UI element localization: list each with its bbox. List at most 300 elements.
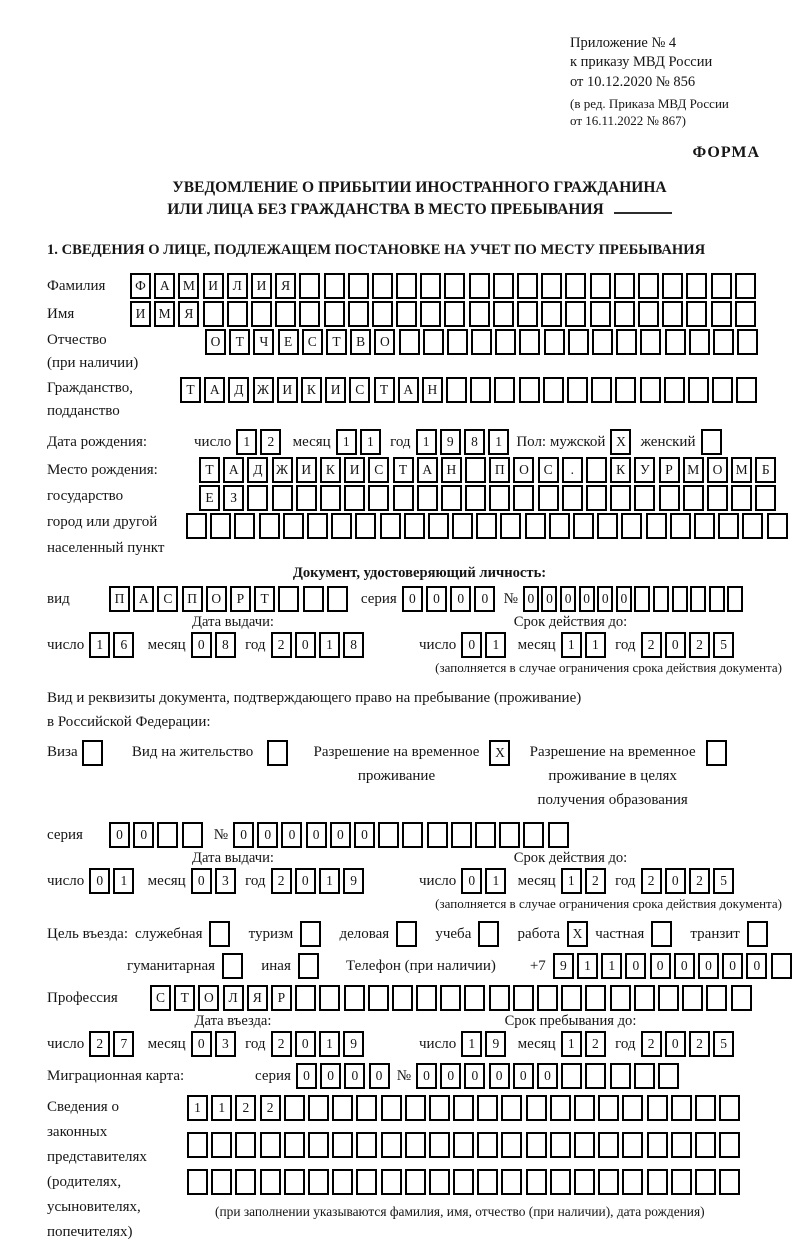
char-cell[interactable]: 2 <box>271 632 292 658</box>
char-cell[interactable]: 0 <box>89 868 110 894</box>
char-cell[interactable] <box>499 822 520 848</box>
char-cell[interactable] <box>299 273 320 299</box>
char-cell[interactable]: 2 <box>641 1031 662 1057</box>
char-cell[interactable]: 0 <box>354 822 375 848</box>
char-cell[interactable]: Н <box>441 457 462 483</box>
char-cell[interactable]: 1 <box>211 1095 232 1121</box>
char-cell[interactable] <box>550 1095 571 1121</box>
char-cell[interactable] <box>470 377 491 403</box>
char-cell[interactable]: 0 <box>281 822 302 848</box>
char-cell[interactable] <box>742 513 763 539</box>
char-cell[interactable]: 0 <box>461 868 482 894</box>
char-cell[interactable] <box>634 586 650 612</box>
char-cell[interactable] <box>296 485 317 511</box>
char-cell[interactable] <box>543 377 564 403</box>
char-cell[interactable] <box>393 485 414 511</box>
char-cell[interactable]: 0 <box>537 1063 558 1089</box>
char-cell[interactable]: 9 <box>440 429 461 455</box>
char-cell[interactable]: А <box>154 273 175 299</box>
char-cell[interactable]: 0 <box>722 953 743 979</box>
char-cell[interactable] <box>501 1132 522 1158</box>
char-cell[interactable]: 0 <box>597 586 613 612</box>
char-cell[interactable] <box>453 1132 474 1158</box>
char-cell[interactable] <box>672 586 688 612</box>
char-cell[interactable]: 0 <box>191 1031 212 1057</box>
char-cell[interactable]: 1 <box>113 868 134 894</box>
char-cell[interactable] <box>452 513 473 539</box>
char-cell[interactable]: И <box>344 457 365 483</box>
char-cell[interactable] <box>451 822 472 848</box>
char-cell[interactable]: 0 <box>450 586 471 612</box>
char-cell[interactable]: 1 <box>485 632 506 658</box>
char-cell[interactable] <box>275 301 296 327</box>
char-cell[interactable]: 1 <box>187 1095 208 1121</box>
char-cell[interactable] <box>658 1063 679 1089</box>
char-cell[interactable] <box>324 273 345 299</box>
char-cell[interactable] <box>615 377 636 403</box>
char-cell[interactable] <box>719 1132 740 1158</box>
char-cell[interactable] <box>222 953 243 979</box>
char-cell[interactable] <box>211 1132 232 1158</box>
char-cell[interactable]: П <box>489 457 510 483</box>
char-cell[interactable]: 2 <box>689 868 710 894</box>
char-cell[interactable] <box>182 822 203 848</box>
char-cell[interactable]: 8 <box>215 632 236 658</box>
char-cell[interactable] <box>646 513 667 539</box>
char-cell[interactable]: С <box>150 985 171 1011</box>
char-cell[interactable]: Я <box>247 985 268 1011</box>
char-cell[interactable] <box>501 1095 522 1121</box>
char-cell[interactable] <box>299 301 320 327</box>
char-cell[interactable]: 0 <box>320 1063 341 1089</box>
char-cell[interactable] <box>731 985 752 1011</box>
char-cell[interactable]: 0 <box>464 1063 485 1089</box>
char-cell[interactable] <box>568 329 589 355</box>
char-cell[interactable] <box>658 985 679 1011</box>
char-cell[interactable] <box>477 1169 498 1195</box>
char-cell[interactable]: И <box>130 301 151 327</box>
char-cell[interactable] <box>562 485 583 511</box>
char-cell[interactable] <box>477 1095 498 1121</box>
char-cell[interactable]: С <box>538 457 559 483</box>
char-cell[interactable] <box>324 301 345 327</box>
char-cell[interactable] <box>380 513 401 539</box>
char-cell[interactable] <box>574 1132 595 1158</box>
char-cell[interactable] <box>737 329 758 355</box>
char-cell[interactable] <box>356 1132 377 1158</box>
char-cell[interactable]: 0 <box>295 868 316 894</box>
char-cell[interactable]: 0 <box>616 586 632 612</box>
char-cell[interactable]: 0 <box>191 868 212 894</box>
char-cell[interactable] <box>671 1169 692 1195</box>
char-cell[interactable] <box>592 329 613 355</box>
char-cell[interactable]: 0 <box>523 586 539 612</box>
char-cell[interactable]: П <box>109 586 130 612</box>
char-cell[interactable] <box>429 1095 450 1121</box>
char-cell[interactable] <box>634 985 655 1011</box>
char-cell[interactable] <box>283 513 304 539</box>
char-cell[interactable]: 1 <box>416 429 437 455</box>
char-cell[interactable] <box>344 485 365 511</box>
char-cell[interactable] <box>284 1095 305 1121</box>
char-cell[interactable]: М <box>154 301 175 327</box>
char-cell[interactable] <box>634 485 655 511</box>
char-cell[interactable] <box>267 740 288 766</box>
char-cell[interactable] <box>427 822 448 848</box>
char-cell[interactable] <box>550 1169 571 1195</box>
char-cell[interactable] <box>590 273 611 299</box>
char-cell[interactable] <box>392 985 413 1011</box>
char-cell[interactable] <box>735 301 756 327</box>
char-cell[interactable] <box>640 377 661 403</box>
char-cell[interactable]: 2 <box>689 632 710 658</box>
char-cell[interactable] <box>707 485 728 511</box>
char-cell[interactable]: С <box>157 586 178 612</box>
char-cell[interactable]: 6 <box>113 632 134 658</box>
char-cell[interactable]: 1 <box>236 429 257 455</box>
char-cell[interactable]: И <box>325 377 346 403</box>
char-cell[interactable] <box>712 377 733 403</box>
char-cell[interactable]: 0 <box>665 1031 686 1057</box>
char-cell[interactable]: 0 <box>665 632 686 658</box>
char-cell[interactable] <box>653 586 669 612</box>
char-cell[interactable]: З <box>223 485 244 511</box>
char-cell[interactable] <box>767 513 788 539</box>
char-cell[interactable] <box>690 586 706 612</box>
char-cell[interactable]: Т <box>254 586 275 612</box>
char-cell[interactable]: П <box>182 586 203 612</box>
char-cell[interactable] <box>616 329 637 355</box>
char-cell[interactable]: 2 <box>235 1095 256 1121</box>
char-cell[interactable]: Т <box>180 377 201 403</box>
char-cell[interactable] <box>368 985 389 1011</box>
char-cell[interactable]: Т <box>393 457 414 483</box>
char-cell[interactable]: 1 <box>319 632 340 658</box>
char-cell[interactable]: Т <box>174 985 195 1011</box>
char-cell[interactable] <box>157 822 178 848</box>
char-cell[interactable] <box>701 429 722 455</box>
char-cell[interactable] <box>209 921 230 947</box>
char-cell[interactable] <box>747 921 768 947</box>
char-cell[interactable] <box>638 273 659 299</box>
char-cell[interactable]: Р <box>230 586 251 612</box>
char-cell[interactable]: 0 <box>674 953 695 979</box>
char-cell[interactable]: 9 <box>343 1031 364 1057</box>
char-cell[interactable] <box>614 301 635 327</box>
char-cell[interactable] <box>471 329 492 355</box>
char-cell[interactable] <box>356 1095 377 1121</box>
char-cell[interactable] <box>235 1169 256 1195</box>
char-cell[interactable] <box>537 985 558 1011</box>
char-cell[interactable] <box>405 1132 426 1158</box>
char-cell[interactable] <box>634 1063 655 1089</box>
char-cell[interactable]: И <box>277 377 298 403</box>
char-cell[interactable]: 0 <box>257 822 278 848</box>
char-cell[interactable] <box>585 985 606 1011</box>
char-cell[interactable] <box>538 485 559 511</box>
char-cell[interactable] <box>711 301 732 327</box>
char-cell[interactable] <box>332 1095 353 1121</box>
char-cell[interactable] <box>464 985 485 1011</box>
char-cell[interactable] <box>465 457 486 483</box>
char-cell[interactable]: 1 <box>485 868 506 894</box>
char-cell[interactable] <box>622 1169 643 1195</box>
char-cell[interactable]: Т <box>199 457 220 483</box>
char-cell[interactable] <box>307 513 328 539</box>
char-cell[interactable]: С <box>302 329 323 355</box>
char-cell[interactable]: 2 <box>260 429 281 455</box>
char-cell[interactable]: А <box>204 377 225 403</box>
char-cell[interactable]: 8 <box>464 429 485 455</box>
char-cell[interactable] <box>695 1169 716 1195</box>
char-cell[interactable]: 0 <box>416 1063 437 1089</box>
char-cell[interactable] <box>651 921 672 947</box>
char-cell[interactable] <box>446 377 467 403</box>
char-cell[interactable] <box>332 1132 353 1158</box>
char-cell[interactable] <box>441 485 462 511</box>
char-cell[interactable] <box>662 301 683 327</box>
char-cell[interactable] <box>610 485 631 511</box>
char-cell[interactable]: О <box>374 329 395 355</box>
char-cell[interactable] <box>320 485 341 511</box>
char-cell[interactable] <box>610 1063 631 1089</box>
char-cell[interactable] <box>526 1132 547 1158</box>
char-cell[interactable]: С <box>349 377 370 403</box>
char-cell[interactable] <box>610 985 631 1011</box>
char-cell[interactable]: О <box>198 985 219 1011</box>
char-cell[interactable] <box>713 329 734 355</box>
char-cell[interactable] <box>404 513 425 539</box>
char-cell[interactable] <box>662 273 683 299</box>
char-cell[interactable] <box>695 1132 716 1158</box>
char-cell[interactable] <box>469 301 490 327</box>
char-cell[interactable] <box>597 513 618 539</box>
char-cell[interactable] <box>308 1132 329 1158</box>
char-cell[interactable] <box>235 1132 256 1158</box>
char-cell[interactable] <box>541 273 562 299</box>
char-cell[interactable]: О <box>206 586 227 612</box>
char-cell[interactable]: 7 <box>113 1031 134 1057</box>
char-cell[interactable] <box>444 273 465 299</box>
char-cell[interactable] <box>513 985 534 1011</box>
char-cell[interactable]: 0 <box>306 822 327 848</box>
char-cell[interactable]: Д <box>247 457 268 483</box>
char-cell[interactable]: И <box>203 273 224 299</box>
char-cell[interactable]: 0 <box>579 586 595 612</box>
char-cell[interactable] <box>525 513 546 539</box>
char-cell[interactable]: 2 <box>260 1095 281 1121</box>
char-cell[interactable]: X <box>610 429 631 455</box>
char-cell[interactable] <box>453 1095 474 1121</box>
char-cell[interactable] <box>489 485 510 511</box>
char-cell[interactable] <box>82 740 103 766</box>
char-cell[interactable]: И <box>296 457 317 483</box>
char-cell[interactable] <box>513 485 534 511</box>
char-cell[interactable] <box>565 273 586 299</box>
char-cell[interactable] <box>272 485 293 511</box>
char-cell[interactable] <box>478 921 499 947</box>
char-cell[interactable]: Ж <box>253 377 274 403</box>
char-cell[interactable] <box>494 377 515 403</box>
char-cell[interactable] <box>526 1095 547 1121</box>
char-cell[interactable]: 2 <box>89 1031 110 1057</box>
char-cell[interactable] <box>381 1132 402 1158</box>
char-cell[interactable]: 2 <box>271 1031 292 1057</box>
char-cell[interactable] <box>719 1095 740 1121</box>
char-cell[interactable] <box>476 513 497 539</box>
char-cell[interactable] <box>469 273 490 299</box>
char-cell[interactable]: Н <box>422 377 443 403</box>
char-cell[interactable]: 1 <box>336 429 357 455</box>
char-cell[interactable] <box>203 301 224 327</box>
char-cell[interactable] <box>736 377 757 403</box>
char-cell[interactable]: 1 <box>561 868 582 894</box>
char-cell[interactable] <box>247 485 268 511</box>
char-cell[interactable] <box>526 1169 547 1195</box>
char-cell[interactable] <box>541 301 562 327</box>
char-cell[interactable] <box>344 985 365 1011</box>
char-cell[interactable] <box>695 1095 716 1121</box>
char-cell[interactable]: X <box>567 921 588 947</box>
char-cell[interactable] <box>440 985 461 1011</box>
char-cell[interactable] <box>303 586 324 612</box>
char-cell[interactable] <box>475 822 496 848</box>
char-cell[interactable]: 0 <box>650 953 671 979</box>
char-cell[interactable] <box>621 513 642 539</box>
char-cell[interactable] <box>573 513 594 539</box>
char-cell[interactable]: Р <box>659 457 680 483</box>
char-cell[interactable] <box>186 513 207 539</box>
char-cell[interactable] <box>378 822 399 848</box>
char-cell[interactable] <box>327 586 348 612</box>
char-cell[interactable] <box>517 301 538 327</box>
char-cell[interactable] <box>420 301 441 327</box>
char-cell[interactable]: Ч <box>253 329 274 355</box>
char-cell[interactable] <box>211 1169 232 1195</box>
char-cell[interactable]: 9 <box>343 868 364 894</box>
char-cell[interactable]: 9 <box>485 1031 506 1057</box>
char-cell[interactable] <box>308 1095 329 1121</box>
char-cell[interactable]: 5 <box>713 632 734 658</box>
char-cell[interactable]: X <box>489 740 510 766</box>
char-cell[interactable] <box>355 513 376 539</box>
char-cell[interactable] <box>598 1132 619 1158</box>
char-cell[interactable] <box>567 377 588 403</box>
char-cell[interactable]: 0 <box>296 1063 317 1089</box>
char-cell[interactable]: Т <box>374 377 395 403</box>
char-cell[interactable] <box>706 985 727 1011</box>
char-cell[interactable] <box>495 329 516 355</box>
char-cell[interactable]: 0 <box>426 586 447 612</box>
char-cell[interactable]: 0 <box>191 632 212 658</box>
char-cell[interactable]: 1 <box>577 953 598 979</box>
char-cell[interactable] <box>444 301 465 327</box>
char-cell[interactable]: 2 <box>585 868 606 894</box>
char-cell[interactable] <box>755 485 776 511</box>
char-cell[interactable] <box>659 485 680 511</box>
char-cell[interactable] <box>284 1132 305 1158</box>
char-cell[interactable] <box>574 1169 595 1195</box>
char-cell[interactable] <box>565 301 586 327</box>
char-cell[interactable]: Л <box>227 273 248 299</box>
char-cell[interactable] <box>586 457 607 483</box>
char-cell[interactable] <box>396 301 417 327</box>
char-cell[interactable] <box>405 1169 426 1195</box>
char-cell[interactable]: 9 <box>553 953 574 979</box>
char-cell[interactable]: Ж <box>272 457 293 483</box>
char-cell[interactable] <box>519 377 540 403</box>
char-cell[interactable] <box>416 985 437 1011</box>
char-cell[interactable] <box>664 377 685 403</box>
char-cell[interactable] <box>682 985 703 1011</box>
char-cell[interactable] <box>670 513 691 539</box>
char-cell[interactable]: О <box>707 457 728 483</box>
char-cell[interactable]: А <box>398 377 419 403</box>
char-cell[interactable] <box>319 985 340 1011</box>
char-cell[interactable]: 0 <box>295 632 316 658</box>
char-cell[interactable] <box>423 329 444 355</box>
char-cell[interactable]: Р <box>271 985 292 1011</box>
char-cell[interactable] <box>331 513 352 539</box>
char-cell[interactable]: 3 <box>215 1031 236 1057</box>
char-cell[interactable]: К <box>320 457 341 483</box>
char-cell[interactable] <box>298 953 319 979</box>
char-cell[interactable]: 0 <box>489 1063 510 1089</box>
char-cell[interactable]: Ф <box>130 273 151 299</box>
char-cell[interactable] <box>683 485 704 511</box>
char-cell[interactable]: 0 <box>746 953 767 979</box>
char-cell[interactable]: 0 <box>474 586 495 612</box>
char-cell[interactable] <box>647 1169 668 1195</box>
char-cell[interactable] <box>308 1169 329 1195</box>
char-cell[interactable] <box>727 586 743 612</box>
char-cell[interactable] <box>735 273 756 299</box>
char-cell[interactable] <box>429 1132 450 1158</box>
char-cell[interactable] <box>234 513 255 539</box>
char-cell[interactable] <box>453 1169 474 1195</box>
char-cell[interactable]: 0 <box>369 1063 390 1089</box>
char-cell[interactable]: 0 <box>402 586 423 612</box>
char-cell[interactable]: М <box>731 457 752 483</box>
char-cell[interactable] <box>187 1169 208 1195</box>
char-cell[interactable] <box>574 1095 595 1121</box>
char-cell[interactable] <box>332 1169 353 1195</box>
char-cell[interactable] <box>259 513 280 539</box>
char-cell[interactable]: Е <box>278 329 299 355</box>
char-cell[interactable] <box>585 1063 606 1089</box>
char-cell[interactable] <box>402 822 423 848</box>
char-cell[interactable] <box>706 740 727 766</box>
char-cell[interactable]: 5 <box>713 1031 734 1057</box>
char-cell[interactable] <box>614 273 635 299</box>
char-cell[interactable] <box>420 273 441 299</box>
char-cell[interactable]: А <box>417 457 438 483</box>
char-cell[interactable]: 0 <box>513 1063 534 1089</box>
char-cell[interactable] <box>622 1132 643 1158</box>
char-cell[interactable] <box>465 485 486 511</box>
char-cell[interactable]: С <box>368 457 389 483</box>
char-cell[interactable]: А <box>223 457 244 483</box>
char-cell[interactable]: У <box>634 457 655 483</box>
char-cell[interactable]: А <box>133 586 154 612</box>
char-cell[interactable]: 0 <box>133 822 154 848</box>
char-cell[interactable] <box>640 329 661 355</box>
char-cell[interactable] <box>688 377 709 403</box>
char-cell[interactable] <box>711 273 732 299</box>
char-cell[interactable]: Я <box>275 273 296 299</box>
char-cell[interactable]: 1 <box>461 1031 482 1057</box>
char-cell[interactable] <box>429 1169 450 1195</box>
